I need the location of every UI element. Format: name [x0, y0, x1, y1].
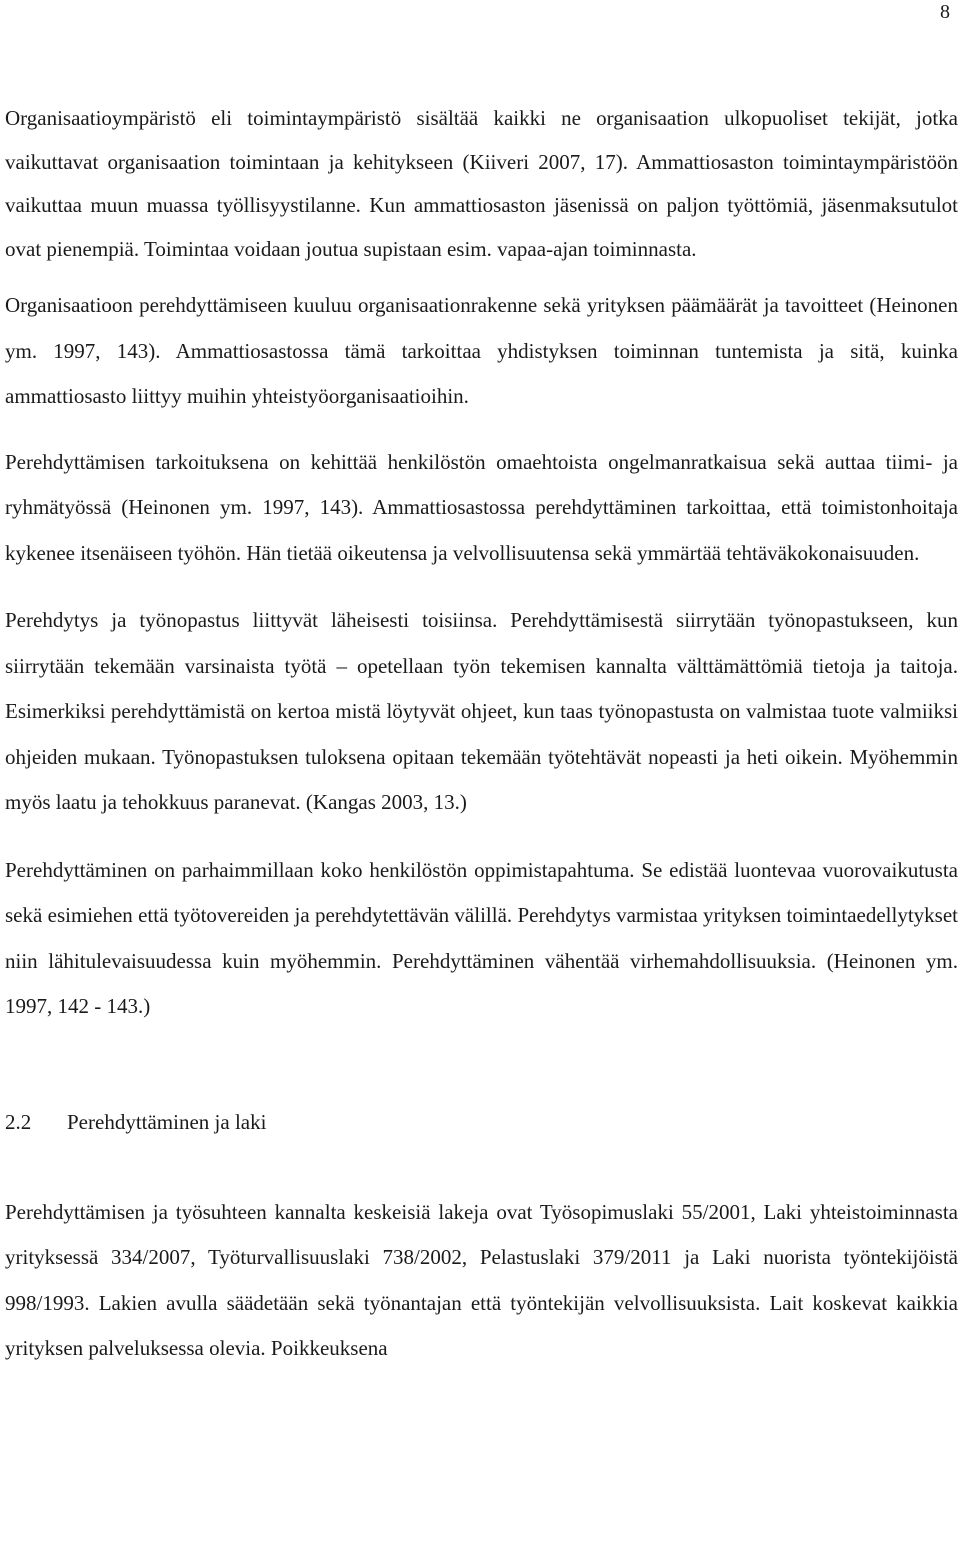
paragraph-orientation-and-instruction: Perehdytys ja työnopastus liittyvät läheisesti toisiinsa. Perehdyttämisestä siirrytään työnopastukseen, kun siirrytään tekemään varsinaista työtä – opetellaan työn tekemisen kannalta välttämättömiä tietoja ja taitoja. Esimerkiksi perehdyttämistä on kertoa mistä löytyvät ohjeet, kun taas työnopastusta on valmistaa tuote valmiiksi ohjeiden mukaan. Työnopastuksen tuloksena opitaan tekemään työtehtävät nopeasti ja heti oikein. Myöhemmin myös laatu ja tehokkuus paranevat. (Kangas 2003, 13.)	[5, 608, 958, 814]
paragraph-orientation-learning-event: Perehdyttäminen on parhaimmillaan koko henkilöstön oppimistapahtuma. Se edistää luontevaa vuorovaikutusta sekä esimiehen että työtovereiden ja perehdytettävän välillä. Perehdytys varmistaa yrityksen toimintaedellytykset niin lähitulevaisuudessa kuin myöhemmin. Perehdyttäminen vähentää virhemahdollisuuksia. (Heinonen ym. 1997, 142 - 143.)	[5, 857, 958, 1018]
paragraph-laws: Perehdyttämisen ja työsuhteen kannalta keskeisiä lakeja ovat Työsopimuslaki 55/2001, Laki yhteistoiminnasta yrityksessä 334/2007, Työturvallisuuslaki 738/2002, Pelastuslaki 379/2011 ja Laki nuorista työntekijöistä 998/1993. Lakien avulla säädetään sekä työnantajan että työntekijän velvollisuuksista. Lait koskevat kaikkia yrityksen palveluksessa olevia. Poikkeuksena	[5, 1199, 958, 1360]
document-body	[5, 97, 958, 1372]
section-heading	[5, 1106, 958, 1138]
section-title: Perehdyttäminen ja laki	[67, 1109, 267, 1134]
page-number: 8	[940, 1, 950, 23]
section-number: 2.2	[5, 1109, 32, 1134]
paragraph-organisation-orientation: Organisaatioon perehdyttämiseen kuuluu organisaationrakenne sekä yrityksen päämäärät ja tavoitteet (Heinonen ym. 1997, 143). Ammattiosastossa tämä tarkoittaa yhdistyksen toiminnan tuntemista ja sitä, kuinka ammattiosasto liittyy muihin yhteistyöorganisaatioihin.	[5, 293, 958, 408]
paragraph-orientation-purpose: Perehdyttämisen tarkoituksena on kehittää henkilöstön omaehtoista ongelmanratkaisua sekä auttaa tiimi- ja ryhmätyössä (Heinonen ym. 1997, 143). Ammattiosastossa perehdyttäminen tarkoittaa, että toimistonhoitaja kykenee itsenäiseen työhön. Hän tietää oikeutensa ja velvollisuutensa sekä ymmärtää tehtäväkokonaisuuden.	[5, 449, 958, 565]
paragraph-operating-environment: Organisaatioympäristö eli toimintaympäristö sisältää kaikki ne organisaation ulkopuoliset tekijät, jotka vaikuttavat organisaation toimintaan ja kehitykseen (Kiiveri 2007, 17). Ammattiosaston toimintaympäristöön vaikuttaa muun muassa työllisyystilanne. Kun ammattiosaston jäsenissä on paljon työttömiä, jäsenmaksutulot ovat pienempiä. Toimintaa voidaan joutua supistaan esim. vapaa-ajan toiminnasta.	[5, 106, 958, 261]
